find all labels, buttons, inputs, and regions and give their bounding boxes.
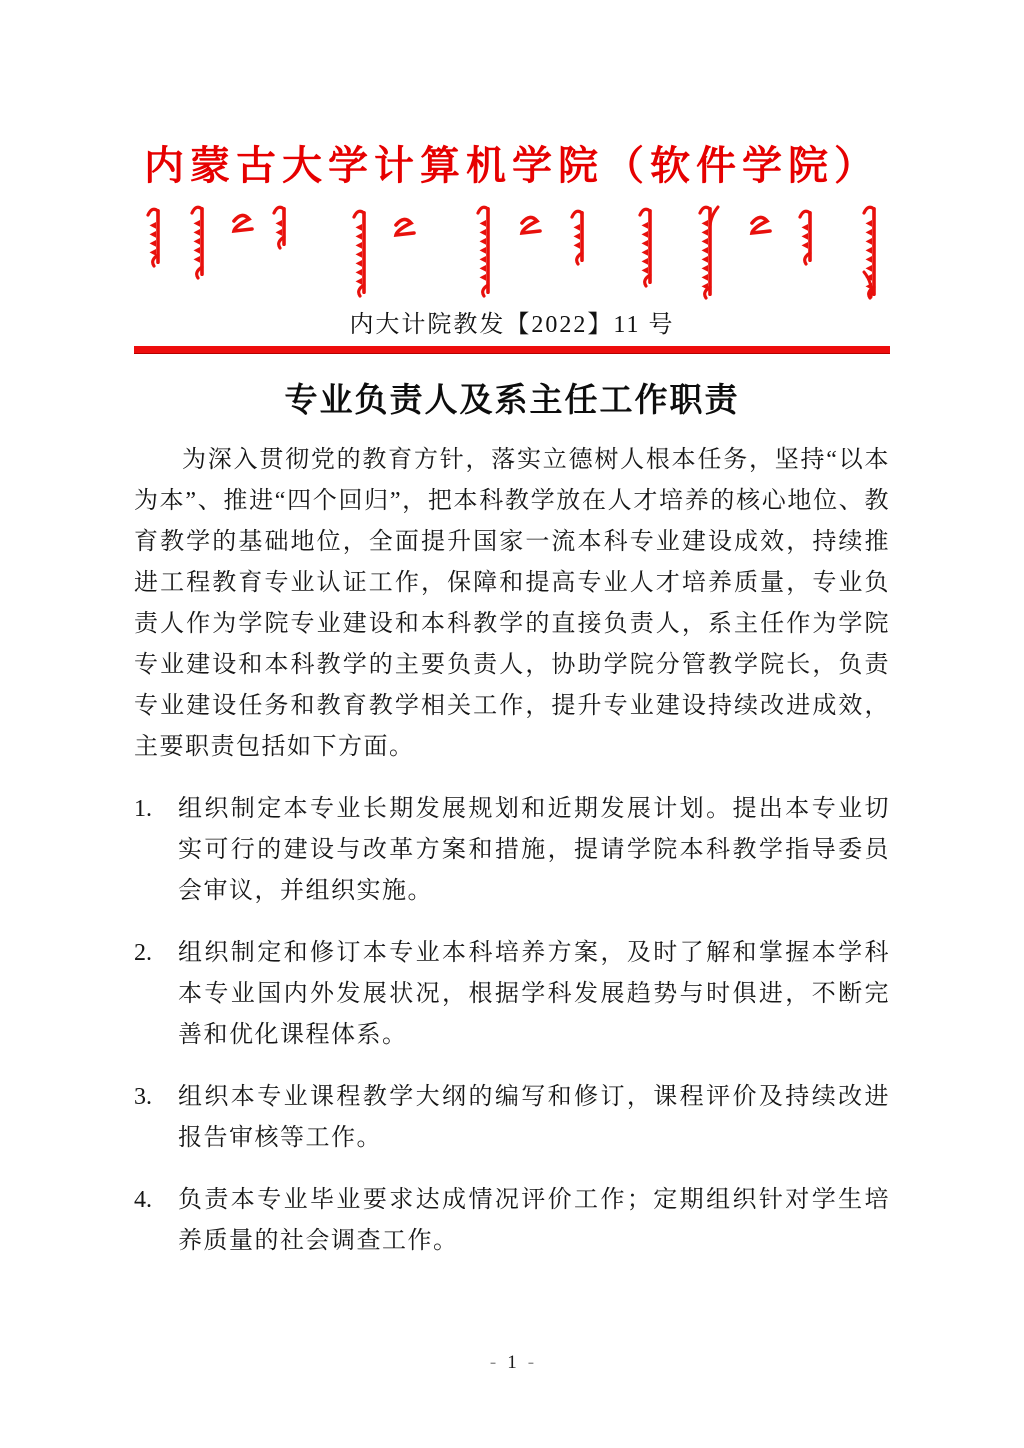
mongolian-word [518,214,544,241]
mongolian-word [186,204,212,285]
mongolian-word [230,212,256,239]
duty-text: 负责本专业毕业要求达成情况评价工作；定期组织针对学生培养质量的社会调查工作。 [178,1187,890,1254]
duty-item [134,933,890,1056]
duty-item [134,1077,890,1159]
mongolian-word [794,208,820,271]
duties-list [134,789,890,1262]
mongolian-word [748,214,774,241]
duty-number: 3. [134,1084,152,1110]
mongolian-word [634,206,660,293]
duty-text: 组织制定和修订本专业本科培养方案，及时了解和掌握本学科本专业国内外发展状况，根据学科发展趋势与时俱进，不断完善和优化课程体系。 [178,940,890,1048]
mongolian-word [392,216,418,245]
mongolian-word [566,208,592,271]
duty-item [134,1180,890,1262]
duty-number: 4. [134,1187,152,1213]
footer-page-number: 1 [507,1352,517,1373]
mongolian-word [142,206,168,273]
red-divider-line [134,346,890,354]
institution-title: 内蒙古大学计算机学院（软件学院） [144,143,880,188]
duty-text: 组织制定本专业长期发展规划和近期发展计划。提出本专业切实可行的建设与改革方案和措施，提请学院本科教学指导委员会审议，并组织实施。 [178,796,890,904]
mongolian-script-line [134,200,890,300]
mongolian-word [348,208,374,303]
duty-text: 组织本专业课程教学大纲的编写和修订，课程评价及持续改进报告审核等工作。 [178,1084,890,1151]
document-number: 内大计院教发【2022】11 号 [349,312,675,338]
duty-number: 1. [134,796,152,822]
mongolian-word [694,204,720,305]
mongolian-word [472,204,498,303]
document-title: 专业负责人及系主任工作职责 [284,381,740,418]
mongolian-word [858,204,884,305]
page-footer [0,1352,1024,1374]
footer-dash-left: - [489,1352,497,1373]
footer-dash-right: - [527,1352,535,1373]
intro-paragraph: 为深入贯彻党的教育方针，落实立德树人根本任务，坚持“以本为本”、推进“四个回归”，把本科教学放在人才培养的核心地位、教育教学的基础地位，全面提升国家一流本科专业建设成效，持续推进工程教育专业认证工作，保障和提高专业人才培养质量，专业负责人作为学院专业建设和本科教学的直接负责人，系主任作为学院专业建设和本科教学的主要负责人，协助学院分管教学院长，负责专业建设任务和教育教学相关工作，提升专业建设持续改进成效，主要职责包括如下方面。 [134,447,890,760]
duty-number: 2. [134,940,152,966]
mongolian-word [268,204,294,255]
duty-item [134,789,890,912]
